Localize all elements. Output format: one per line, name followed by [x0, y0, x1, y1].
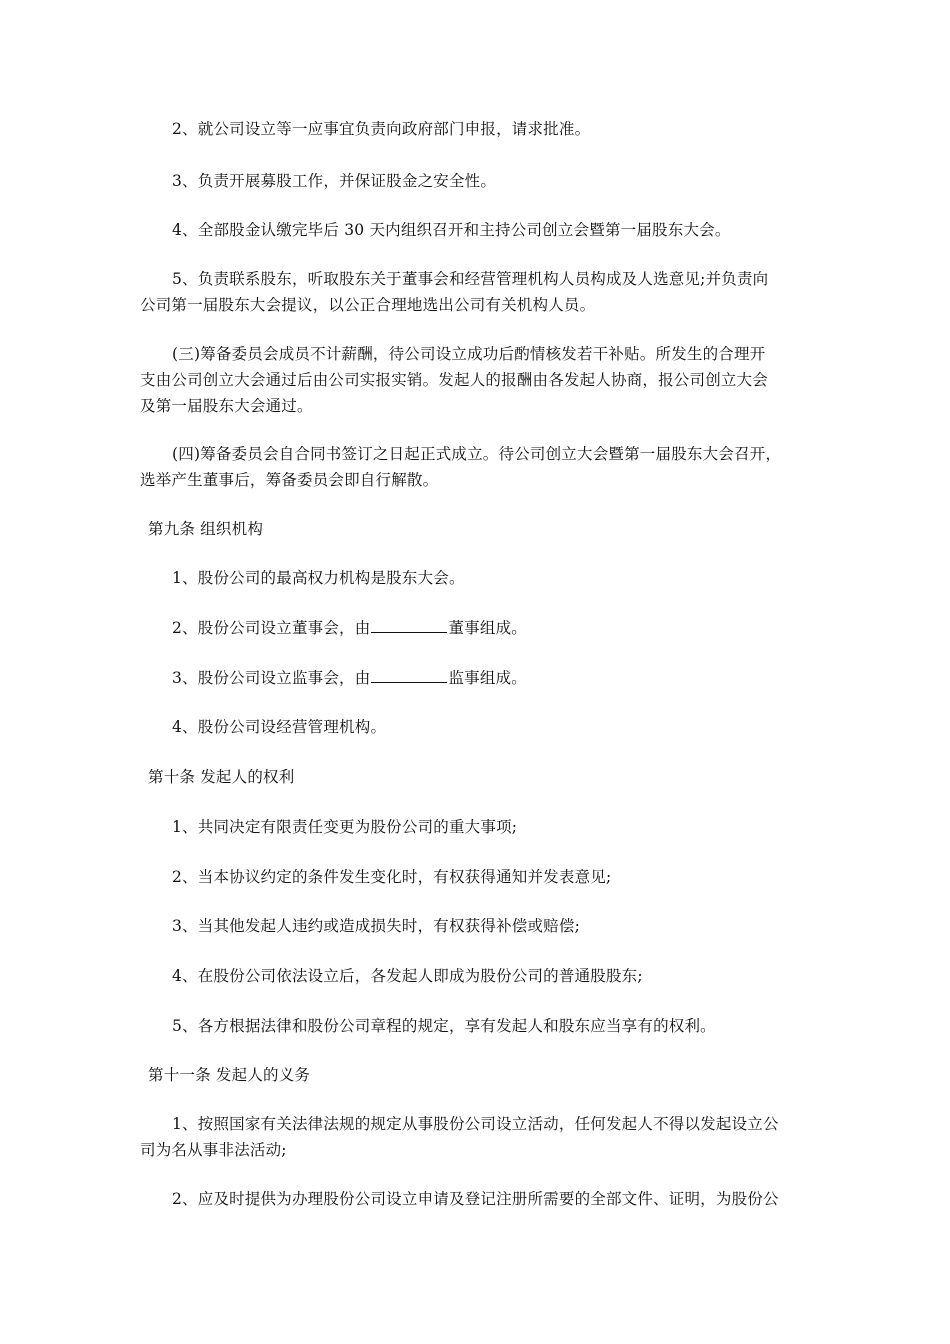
paragraph-line: 选举产生董事后，筹备委员会即自行解散。 — [140, 471, 439, 489]
list-item: 4、在股份公司依法设立后，各发起人即成为股份公司的普通股股东; — [172, 967, 643, 985]
section-heading: 第十一条 发起人的义务 — [148, 1066, 311, 1084]
fill-in-blank — [371, 667, 447, 683]
list-item: 1、股份公司的最高权力机构是股东大会。 — [172, 569, 465, 587]
paragraph-line: 司为名从事非法活动; — [140, 1141, 287, 1159]
paragraph-line: 4、全部股金认缴完毕后 30 天内组织召开和主持公司创立会暨第一届股东大会。 — [172, 221, 731, 239]
fill-in-blank — [371, 617, 447, 633]
paragraph-line: 2、就公司设立等一应事宜负责向政府部门申报，请求批准。 — [172, 120, 591, 138]
section-heading: 第九条 组织机构 — [148, 520, 264, 538]
list-item: 3、当其他发起人违约或造成损失时，有权获得补偿或赔偿; — [172, 917, 580, 935]
list-item-text: 3、股份公司设立监事会，由 — [172, 669, 371, 687]
paragraph-line: (四)筹备委员会自合同书签订之日起正式成立。待公司创立大会暨第一届股东大会召开， — [172, 445, 782, 463]
list-item — [172, 667, 527, 689]
list-item: 2、当本协议约定的条件发生变化时，有权获得通知并发表意见; — [172, 868, 612, 886]
list-item: 1、共同决定有限责任变更为股份公司的重大事项; — [172, 818, 518, 836]
paragraph-line: 1、按照国家有关法律法规的规定从事股份公司设立活动，任何发起人不得以发起设立公 — [172, 1115, 779, 1133]
paragraph-line: 支由公司创立大会通过后由公司实报实销。发起人的报酬由各发起人协商，报公司创立大会 — [140, 371, 769, 389]
paragraph-line: 2、应及时提供为办理股份公司设立申请及登记注册所需要的全部文件、证明，为股份公 — [172, 1190, 779, 1208]
paragraph-line: (三)筹备委员会成员不计薪酬，待公司设立成功后酌情核发若干补贴。所发生的合理开 — [172, 345, 766, 363]
paragraph-line: 3、负责开展募股工作，并保证股金之安全性。 — [172, 172, 497, 190]
section-heading: 第十条 发起人的权利 — [148, 768, 295, 786]
list-item-text: 2、股份公司设立董事会，由 — [172, 619, 371, 637]
list-item: 5、各方根据法律和股份公司章程的规定，享有发起人和股东应当享有的权利。 — [172, 1017, 716, 1035]
list-item-text: 董事组成。 — [448, 619, 527, 637]
paragraph-line: 公司第一届股东大会提议，以公正合理地选出公司有关机构人员。 — [140, 296, 596, 314]
list-item — [172, 617, 527, 639]
list-item: 4、股份公司设经营管理机构。 — [172, 718, 387, 736]
paragraph-line: 5、负责联系股东，听取股东关于董事会和经营管理机构人员构成及人选意见;并负责向 — [172, 270, 769, 288]
list-item-text: 监事组成。 — [448, 669, 527, 687]
paragraph-line: 及第一届股东大会通过。 — [140, 397, 313, 415]
